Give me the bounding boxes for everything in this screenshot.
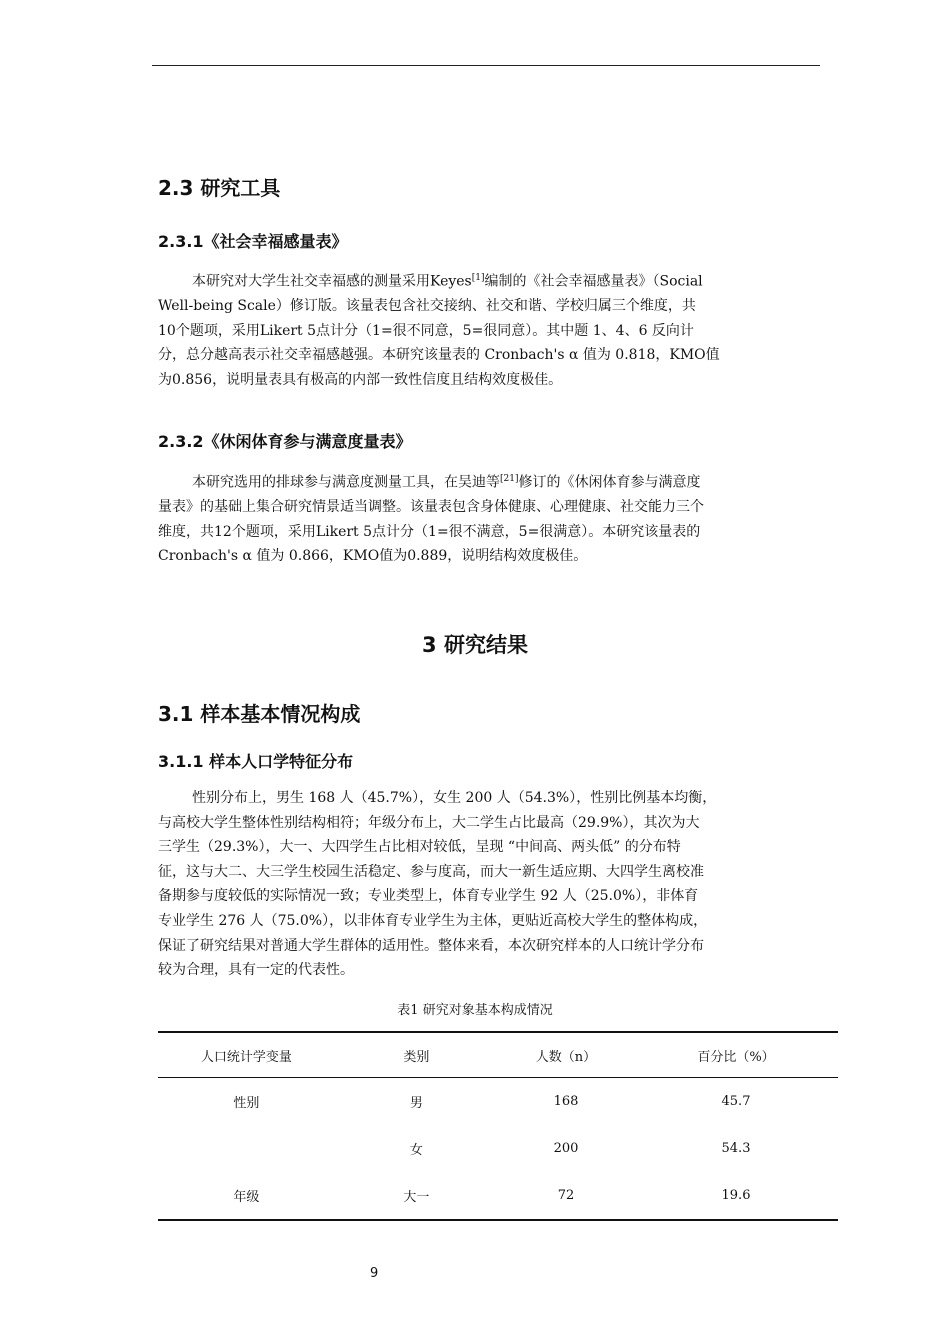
text-line: 性别分布上，男生 168 人（45.7%），女生 200 人（54.3%），性别比例基本均衡， [192,790,717,806]
text-line: 为0.856，说明量表具有极高的内部一致性信度且结构效度极佳。 [158,372,563,389]
header-cell: 人口统计学变量 [200,1049,292,1065]
table-cell: 168 [553,1094,579,1109]
section-3-1-heading: 3.1 样本基本情况构成 [158,702,361,726]
demographics-table [158,1031,838,1221]
table-row [158,1172,838,1220]
section-3-1-1-paragraph [158,786,815,983]
table-caption: 表1 研究对象基本构成情况 [397,1003,553,1018]
text-line: 征，这与大二、大三学生校园生活稳定、参与度高，而大一新生适应期、大四学生离校准 [158,863,704,880]
text-line: Cronbach's α 值为 0.866，KMO值为0.889，说明结构效度极佳。 [158,548,588,565]
text-line: 分，总分越高表示社交幸福感越强。本研究该量表的 Cronbach's α 值为 0.818，KMO值 [158,347,720,364]
table-cell: 大一 [403,1190,430,1205]
table-row [158,1078,838,1126]
table-row [158,1125,838,1172]
section-2-3-1-heading: 2.3.1《社会幸福感量表》 [158,232,348,251]
section-2-3-1-paragraph [158,266,815,393]
citation: [21] [500,474,519,484]
table-cell: 19.6 [721,1188,751,1203]
table-cell: 200 [553,1141,579,1156]
text-line: 10个题项，采用Likert 5点计分（1=很不同意，5=很同意）。其中题 1、4、6 反向计 [158,322,694,339]
section-2-3-2-heading: 2.3.2《休闲体育参与满意度量表》 [158,432,412,451]
text-line: 本研究对大学生社交幸福感的测量采用Keyes[1]编制的《社会幸福感量表》（Social [192,273,703,290]
text-line: 量表》的基础上集合研究情景适当调整。该量表包含身体健康、心理健康、社交能力三个 [158,499,704,516]
table-cell: 女 [409,1143,423,1158]
header-cell: 百分比（%） [697,1049,775,1065]
section-2-3-2-paragraph [158,467,815,569]
text-line: 本研究选用的排球参与满意度测量工具，在吴迪等[21]修订的《休闲体育参与满意度 [192,474,701,491]
citation: [1] [471,273,485,283]
table-cell: 45.7 [721,1094,751,1109]
table-header-row [158,1032,838,1078]
text-line: 保证了研究结果对普通大学生群体的适用性。整体来看，本次研究样本的人口统计学分布 [158,937,704,954]
table-cell: 性别 [233,1096,260,1111]
text-line: 备期参与度较低的实际情况一致；专业类型上，体育专业学生 92 人（25.0%），非体育 [158,888,699,905]
page-number: 9 [370,1266,379,1281]
table-cell: 年级 [233,1190,260,1205]
text-line: 专业学生 276 人（75.0%），以非体育专业学生为主体，更贴近高校大学生的整体构成， [158,912,708,929]
header-cell: 人数（n） [535,1049,597,1065]
text-line: 较为合理，具有一定的代表性。 [158,962,354,979]
text-line: 与高校大学生整体性别结构相符；年级分布上，大二学生占比最高（29.9%），其次为大 [158,814,700,831]
header-cell: 类别 [403,1049,430,1065]
header-rule [152,65,820,66]
text-line: 维度，共12个题项，采用Likert 5点计分（1=很不满意，5=很满意）。本研究该量表的 [158,523,701,540]
table-cell: 54.3 [721,1141,751,1156]
table-cell: 72 [557,1188,575,1203]
section-2-3-heading: 2.3 研究工具 [158,176,281,200]
section-3-1-1-heading: 3.1.1 样本人口学特征分布 [158,752,354,771]
text-line: 三学生（29.3%），大一、大四学生占比相对较低，呈现 “中间高、两头低” 的分布特 [158,839,681,856]
text-line: Well-being Scale）修订版。该量表包含社交接纳、社交和谐、学校归属三个维度，共 [158,298,696,315]
section-3-heading: 3 研究结果 [422,633,528,657]
table-cell: 男 [409,1096,423,1111]
table-cell [158,1125,335,1172]
